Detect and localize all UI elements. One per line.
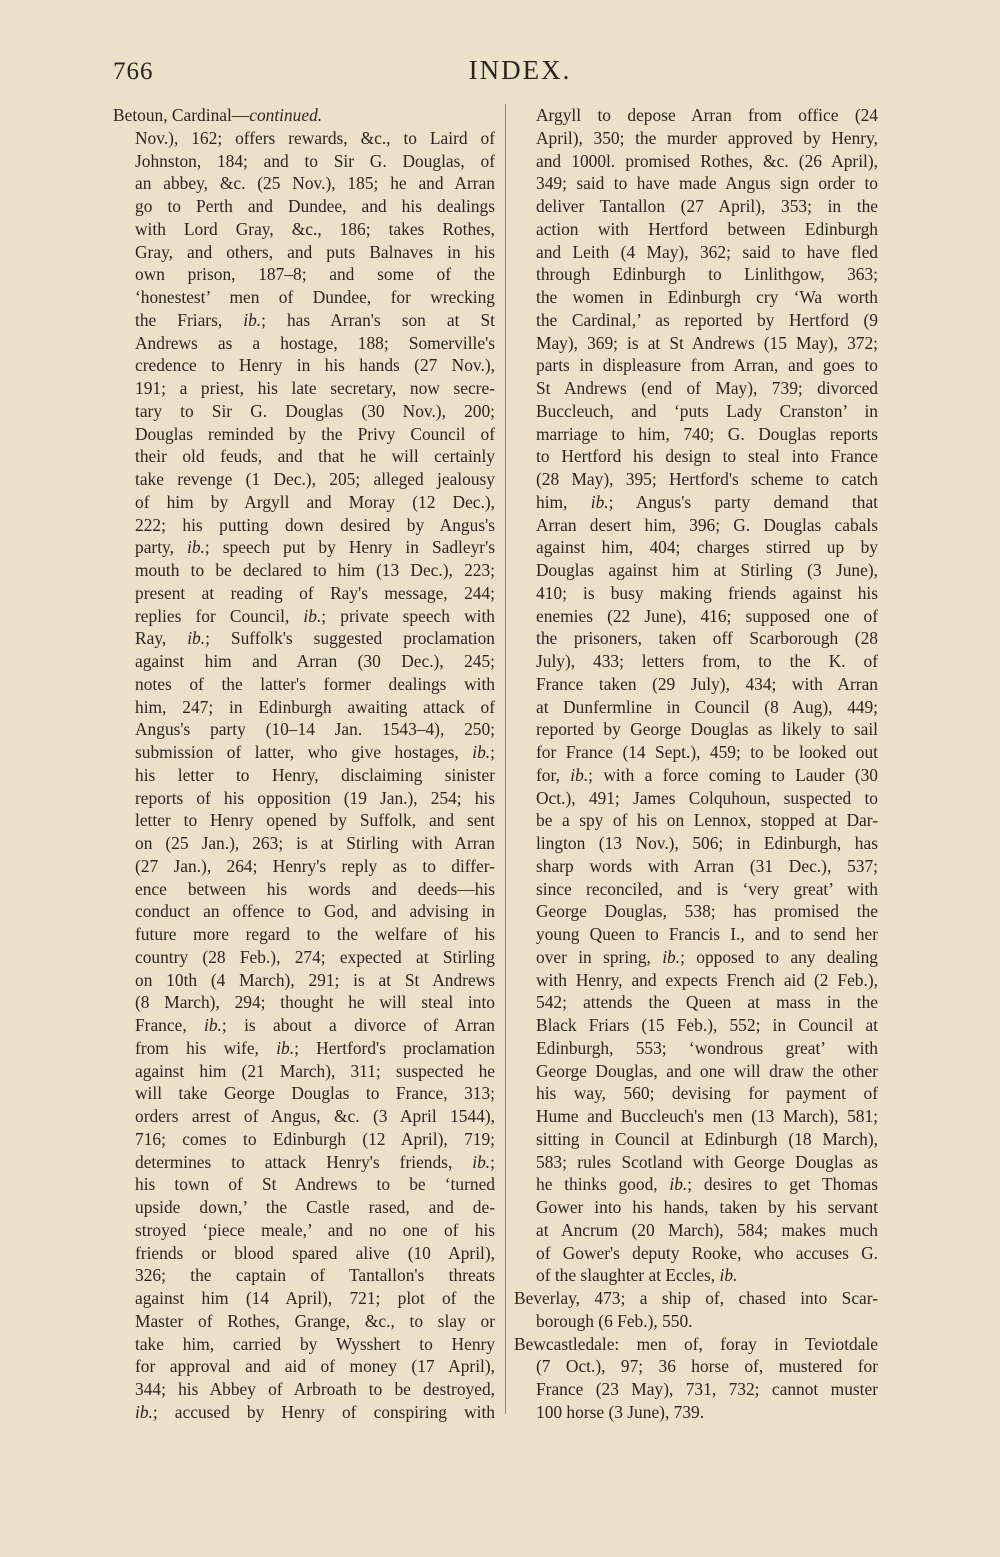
- right-column: [514, 104, 878, 1424]
- index-line: George Douglas, and one will draw the other: [536, 1060, 878, 1081]
- index-line: (27 Jan.), 264; Henry's reply as to differ-: [135, 855, 495, 876]
- index-line: him, ib.; Angus's party demand that: [536, 491, 879, 512]
- index-line: Douglas against him at Stirling (3 June),: [536, 560, 878, 580]
- index-line: Andrews as a hostage, 188; Somerville's: [135, 332, 495, 353]
- index-entry-start: Bewcastledale: men of, foray in Teviotdale: [514, 1333, 878, 1354]
- index-line: 716; comes to Edinburgh (12 April), 719;: [135, 1128, 495, 1149]
- index-line: Argyll to depose Arran from office (24: [536, 105, 878, 125]
- index-line: action with Hertford between Edinburgh: [536, 218, 878, 239]
- index-line: present at reading of Ray's message, 244;: [135, 582, 495, 603]
- index-line: country (28 Feb.), 274; expected at Stirling: [135, 946, 495, 967]
- index-line: Hume and Buccleuch's men (13 March), 581;: [536, 1106, 878, 1126]
- index-entry-start: Beverlay, 473; a ship of, chased into Scar-: [514, 1288, 878, 1308]
- index-line: he thinks good, ib.; desires to get Thomas: [536, 1174, 879, 1195]
- index-line: deliver Tantallon (27 April), 353; in the: [536, 196, 878, 216]
- index-line: May), 369; is at St Andrews (15 May), 372;: [536, 332, 878, 353]
- index-line: (28 May), 395; Hertford's scheme to catch: [536, 469, 878, 489]
- index-line: over in spring, ib.; opposed to any dealing: [536, 946, 878, 967]
- index-line: George Douglas, 538; has promised the: [536, 901, 878, 922]
- index-line: an abbey, &c. (25 Nov.), 185; he and Arran: [135, 173, 495, 194]
- entry-heading-continued: continued.: [249, 105, 323, 125]
- index-line: Gower into his hands, taken by his servant: [536, 1197, 878, 1217]
- index-line: young Queen to Francis I., and to send her: [536, 924, 878, 944]
- index-line: St Andrews (end of May), 739; divorced: [536, 378, 878, 398]
- index-line: conduct an offence to God, and advising in: [135, 901, 495, 922]
- index-line: party, ib.; speech put by Henry in Sadleyr's: [135, 537, 495, 558]
- page-title: INDEX.: [468, 55, 572, 85]
- index-line: the Cardinal,’ as reported by Hertford (9: [536, 309, 878, 330]
- index-line: be a spy of his on Lennox, stopped at Dar-: [536, 810, 878, 831]
- index-line: against him and Arran (30 Dec.), 245;: [135, 651, 495, 671]
- index-line: for approval and aid of money (17 April),: [135, 1356, 495, 1377]
- index-line: Edinburgh, 553; ‘wondrous great’ with: [536, 1037, 878, 1058]
- page-number: 766: [113, 58, 154, 85]
- index-line: friends or blood spared alive (10 April),: [135, 1242, 495, 1263]
- index-line: July), 433; letters from, to the K. of: [536, 651, 878, 671]
- index-line: mouth to be declared to him (13 Dec.), 223;: [135, 560, 495, 580]
- index-line: go to Perth and Dundee, and his dealings: [135, 196, 495, 216]
- index-line: France, ib.; is about a divorce of Arran: [135, 1015, 495, 1035]
- index-line: against him, 404; charges stirred up by: [536, 537, 878, 558]
- index-line: ence between his words and deeds—his: [135, 878, 495, 899]
- index-line: 326; the captain of Tantallon's threats: [135, 1265, 495, 1286]
- index-line: since reconciled, and is ‘very great’ with: [536, 878, 878, 899]
- index-line: determines to attack Henry's friends, ib.;: [135, 1151, 495, 1172]
- column-divider: [505, 104, 506, 1414]
- index-line: of Gower's deputy Rooke, who accuses G.: [536, 1242, 878, 1263]
- index-line: reports of his opposition (19 Jan.), 254; his: [135, 787, 495, 808]
- index-line: 222; his putting down desired by Angus's: [135, 514, 495, 535]
- index-line: from his wife, ib.; Hertford's proclamation: [135, 1037, 495, 1058]
- index-line: notes of the latter's former dealings with: [135, 673, 495, 694]
- index-line: their old feuds, and that he will certainly: [135, 446, 495, 467]
- index-line: reported by George Douglas as likely to sail: [536, 719, 878, 740]
- index-line: tary to Sir G. Douglas (30 Nov.), 200;: [135, 400, 495, 421]
- index-line: Ray, ib.; Suffolk's suggested proclamation: [135, 628, 495, 649]
- index-line: own prison, 187–8; and some of the: [135, 264, 495, 285]
- index-line: 191; a priest, his late secretary, now secre-: [135, 378, 495, 398]
- index-line: Buccleuch, and ‘puts Lady Cranston’ in: [536, 400, 878, 421]
- index-line: will take George Douglas to France, 313;: [135, 1083, 495, 1104]
- index-line: with Henry, and expects French aid (2 Feb.),: [536, 969, 878, 990]
- index-line: and 1000l. promised Rothes, &c. (26 April),: [536, 150, 878, 171]
- index-line: submission of latter, who give hostages, ib.;: [135, 742, 495, 762]
- index-line: 583; rules Scotland with George Douglas as: [536, 1151, 878, 1172]
- index-line: his letter to Henry, disclaiming sinister: [135, 764, 495, 785]
- index-line: 100 horse (3 June), 739.: [536, 1401, 705, 1422]
- index-line: sharp words with Arran (31 Dec.), 537;: [536, 855, 878, 876]
- index-line: through Edinburgh to Linlithgow, 363;: [536, 264, 878, 285]
- index-line: Black Friars (15 Feb.), 552; in Council at: [536, 1015, 878, 1035]
- index-line: sitting in Council at Edinburgh (18 March),: [536, 1128, 878, 1149]
- entry-heading-name: Betoun, Cardinal—: [113, 105, 250, 125]
- index-line: Angus's party (10–14 Jan. 1543–4), 250;: [135, 719, 495, 740]
- index-line: replies for Council, ib.; private speech with: [135, 605, 496, 626]
- index-line: take revenge (1 Dec.), 205; alleged jealousy: [135, 469, 495, 489]
- left-column: [113, 104, 495, 1424]
- index-line: his way, 560; devising for payment of: [536, 1083, 878, 1104]
- index-line: to Hertford his design to steal into France: [536, 446, 878, 467]
- index-line: marriage to him, 740; G. Douglas reports: [536, 423, 878, 444]
- index-line: and Leith (4 May), 362; said to have fled: [536, 241, 878, 262]
- index-line: Master of Rothes, Grange, &c., to slay or: [135, 1310, 495, 1331]
- index-line: lington (13 Nov.), 506; in Edinburgh, has: [536, 833, 878, 853]
- index-line: against him (21 March), 311; suspected he: [135, 1060, 495, 1081]
- index-line: for France (14 Sept.), 459; to be looked out: [536, 742, 878, 762]
- index-line: enemies (22 June), 416; supposed one of: [536, 605, 878, 626]
- index-line: of the slaughter at Eccles, ib.: [536, 1265, 738, 1286]
- index-line: of him by Argyll and Moray (12 Dec.),: [135, 491, 495, 512]
- index-line: 410; is busy making friends against his: [536, 582, 878, 603]
- index-line: parts in displeasure from Arran, and goes to: [536, 355, 878, 376]
- index-line: upside down,’ the Castle rased, and de-: [135, 1197, 495, 1217]
- index-line: future more regard to the welfare of his: [135, 924, 495, 944]
- index-line: ‘honestest’ men of Dundee, for wrecking: [135, 287, 495, 307]
- index-line: (7 Oct.), 97; 36 horse of, mustered for: [536, 1356, 878, 1377]
- entry-heading: [113, 104, 495, 127]
- index-line: Gray, and others, and puts Balnaves in his: [135, 241, 495, 262]
- index-line: Johnston, 184; and to Sir G. Douglas, of: [135, 150, 495, 171]
- index-line: 542; attends the Queen at mass in the: [536, 992, 878, 1013]
- index-line: ib.; accused by Henry of conspiring with: [135, 1401, 495, 1422]
- index-line: letter to Henry opened by Suffolk, and sent: [135, 810, 495, 831]
- index-line: against him (14 April), 721; plot of the: [135, 1288, 495, 1308]
- index-line: the prisoners, taken off Scarborough (28: [536, 628, 878, 649]
- index-line: credence to Henry in his hands (27 Nov.),: [135, 355, 495, 376]
- index-line: at Dunfermline in Council (8 Aug), 449;: [536, 696, 878, 717]
- index-line: the Friars, ib.; has Arran's son at St: [135, 309, 495, 330]
- index-line: on 10th (4 March), 291; is at St Andrews: [135, 969, 495, 990]
- index-line: Arran desert him, 396; G. Douglas cabals: [536, 514, 878, 535]
- index-line: Douglas reminded by the Privy Council of: [135, 423, 495, 444]
- index-line: 349; said to have made Angus sign order to: [536, 173, 878, 194]
- index-line: 344; his Abbey of Arbroath to be destroyed,: [135, 1379, 495, 1399]
- index-line: France (23 May), 731, 732; cannot muster: [536, 1379, 878, 1399]
- index-line: borough (6 Feb.), 550.: [536, 1310, 693, 1331]
- index-line: orders arrest of Angus, &c. (3 April 1544),: [135, 1106, 495, 1126]
- index-line: at Ancrum (20 March), 584; makes much: [536, 1219, 878, 1240]
- index-line: the women in Edinburgh cry ‘Wa worth: [536, 287, 878, 307]
- index-line: stroyed ‘piece meale,’ and no one of his: [135, 1219, 495, 1240]
- index-line: him, 247; in Edinburgh awaiting attack of: [135, 696, 495, 717]
- index-line: April), 350; the murder approved by Henry,: [536, 127, 878, 148]
- index-line: on (25 Jan.), 263; is at Stirling with Arran: [135, 833, 495, 853]
- index-line: his town of St Andrews to be ‘turned: [135, 1174, 495, 1195]
- index-line: with Lord Gray, &c., 186; takes Rothes,: [135, 218, 495, 239]
- index-line: (8 March), 294; thought he will steal into: [135, 992, 495, 1013]
- index-line: Nov.), 162; offers rewards, &c., to Laird of: [135, 127, 495, 148]
- index-line: for, ib.; with a force coming to Lauder (30: [536, 764, 878, 785]
- index-line: France taken (29 July), 434; with Arran: [536, 673, 878, 694]
- index-line: take him, carried by Wysshert to Henry: [135, 1333, 495, 1354]
- index-line: Oct.), 491; James Colquhoun, suspected to: [536, 787, 878, 808]
